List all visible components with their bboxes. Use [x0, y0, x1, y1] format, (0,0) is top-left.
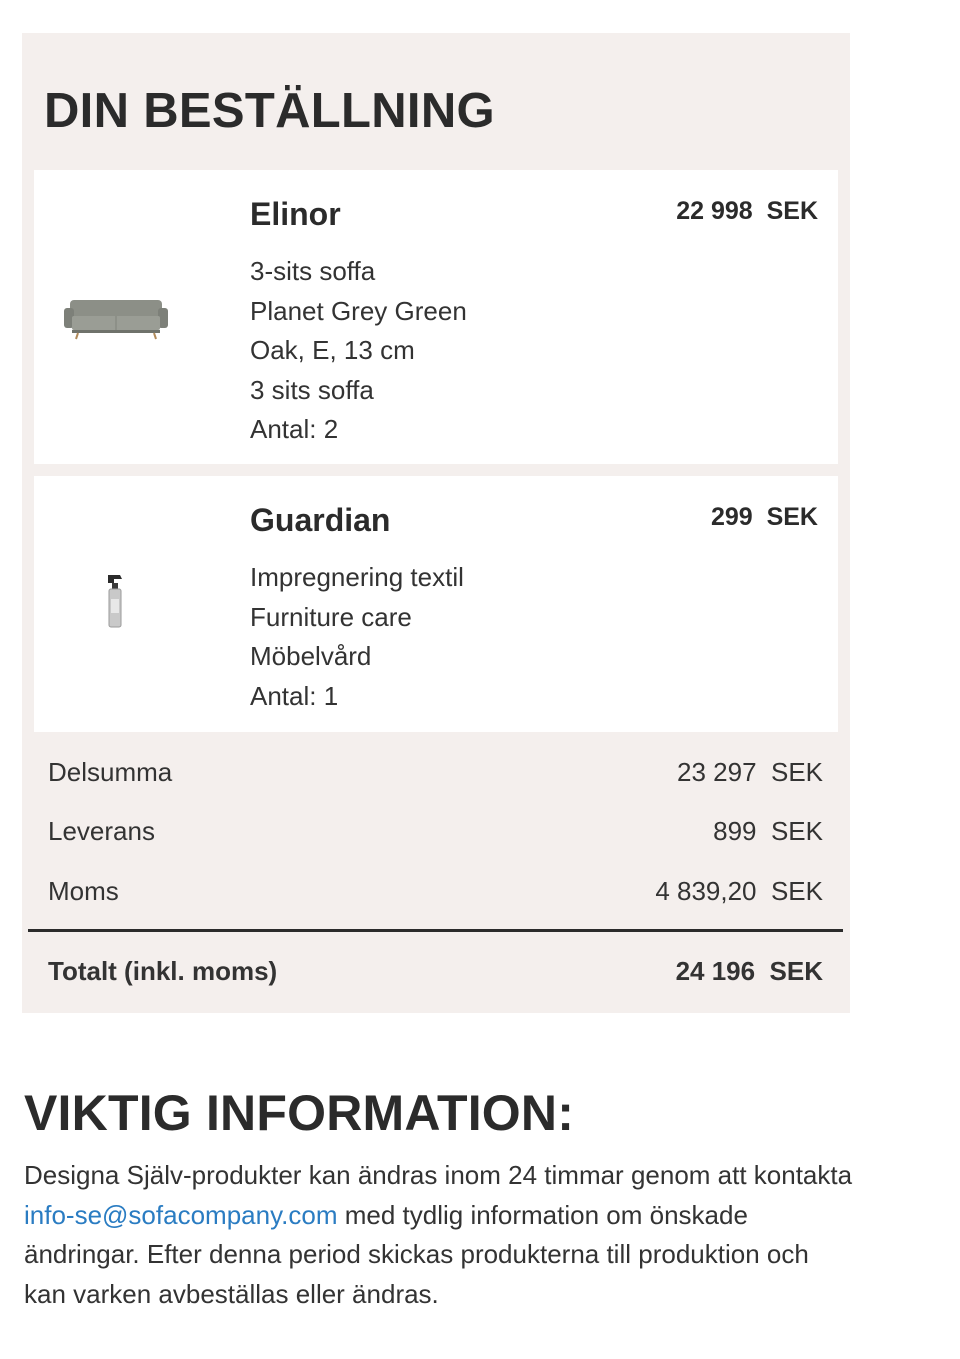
item-detail-line: Planet Grey Green — [250, 295, 467, 326]
subtotal-value: 23 297 SEK — [677, 757, 823, 787]
total-label: Totalt (inkl. moms) — [48, 956, 278, 986]
item-detail-line: Möbelvård — [250, 641, 372, 672]
info-text-after: med tydlig information om önskade ändringar. Efter denna period skickas produkterna till produktion och kan varken avbeställas eller ändras. — [24, 1199, 809, 1309]
item-detail-line: 3-sits soffa — [250, 256, 376, 286]
item-name: Guardian — [250, 502, 391, 538]
item-details — [250, 558, 464, 716]
subtotal-label: Delsumma — [48, 757, 173, 787]
order-title: DIN BESTÄLLNING — [44, 84, 495, 138]
delivery-value: 899 SEK — [713, 816, 823, 846]
item-detail-line: Impregnering textil — [250, 562, 464, 592]
item-details — [250, 252, 467, 450]
item-detail-line: Furniture care — [250, 601, 412, 632]
important-info-text — [24, 1156, 854, 1314]
important-info-title: VIKTIG INFORMATION: — [24, 1085, 575, 1141]
item-detail-line: 3 sits soffa — [250, 374, 374, 405]
info-text-before: Designa Själv-produkter kan ändras inom 24 timmar genom att kontakta — [24, 1160, 853, 1190]
vat-value: 4 839,20 SEK — [655, 876, 823, 906]
item-name: Elinor — [250, 196, 341, 232]
order-summary-panel — [22, 33, 850, 1013]
item-price: 299 SEK — [710, 503, 818, 531]
item-price: 22 998 SEK — [676, 197, 818, 225]
total-divider — [28, 929, 843, 932]
order-item-guardian — [34, 476, 838, 732]
item-quantity: Antal: 1 — [250, 680, 339, 711]
delivery-label: Leverans — [48, 816, 155, 846]
total-value: 24 196 SEK — [675, 956, 823, 986]
spray-bottle-icon — [34, 566, 198, 636]
item-quantity: Antal: 2 — [250, 414, 339, 445]
vat-label: Moms — [48, 876, 119, 906]
order-item-elinor — [34, 170, 838, 464]
support-email-link[interactable]: info-se@sofacompany.com — [24, 1199, 338, 1230]
sofa-icon — [34, 280, 198, 354]
item-detail-line: Oak, E, 13 cm — [250, 335, 415, 366]
